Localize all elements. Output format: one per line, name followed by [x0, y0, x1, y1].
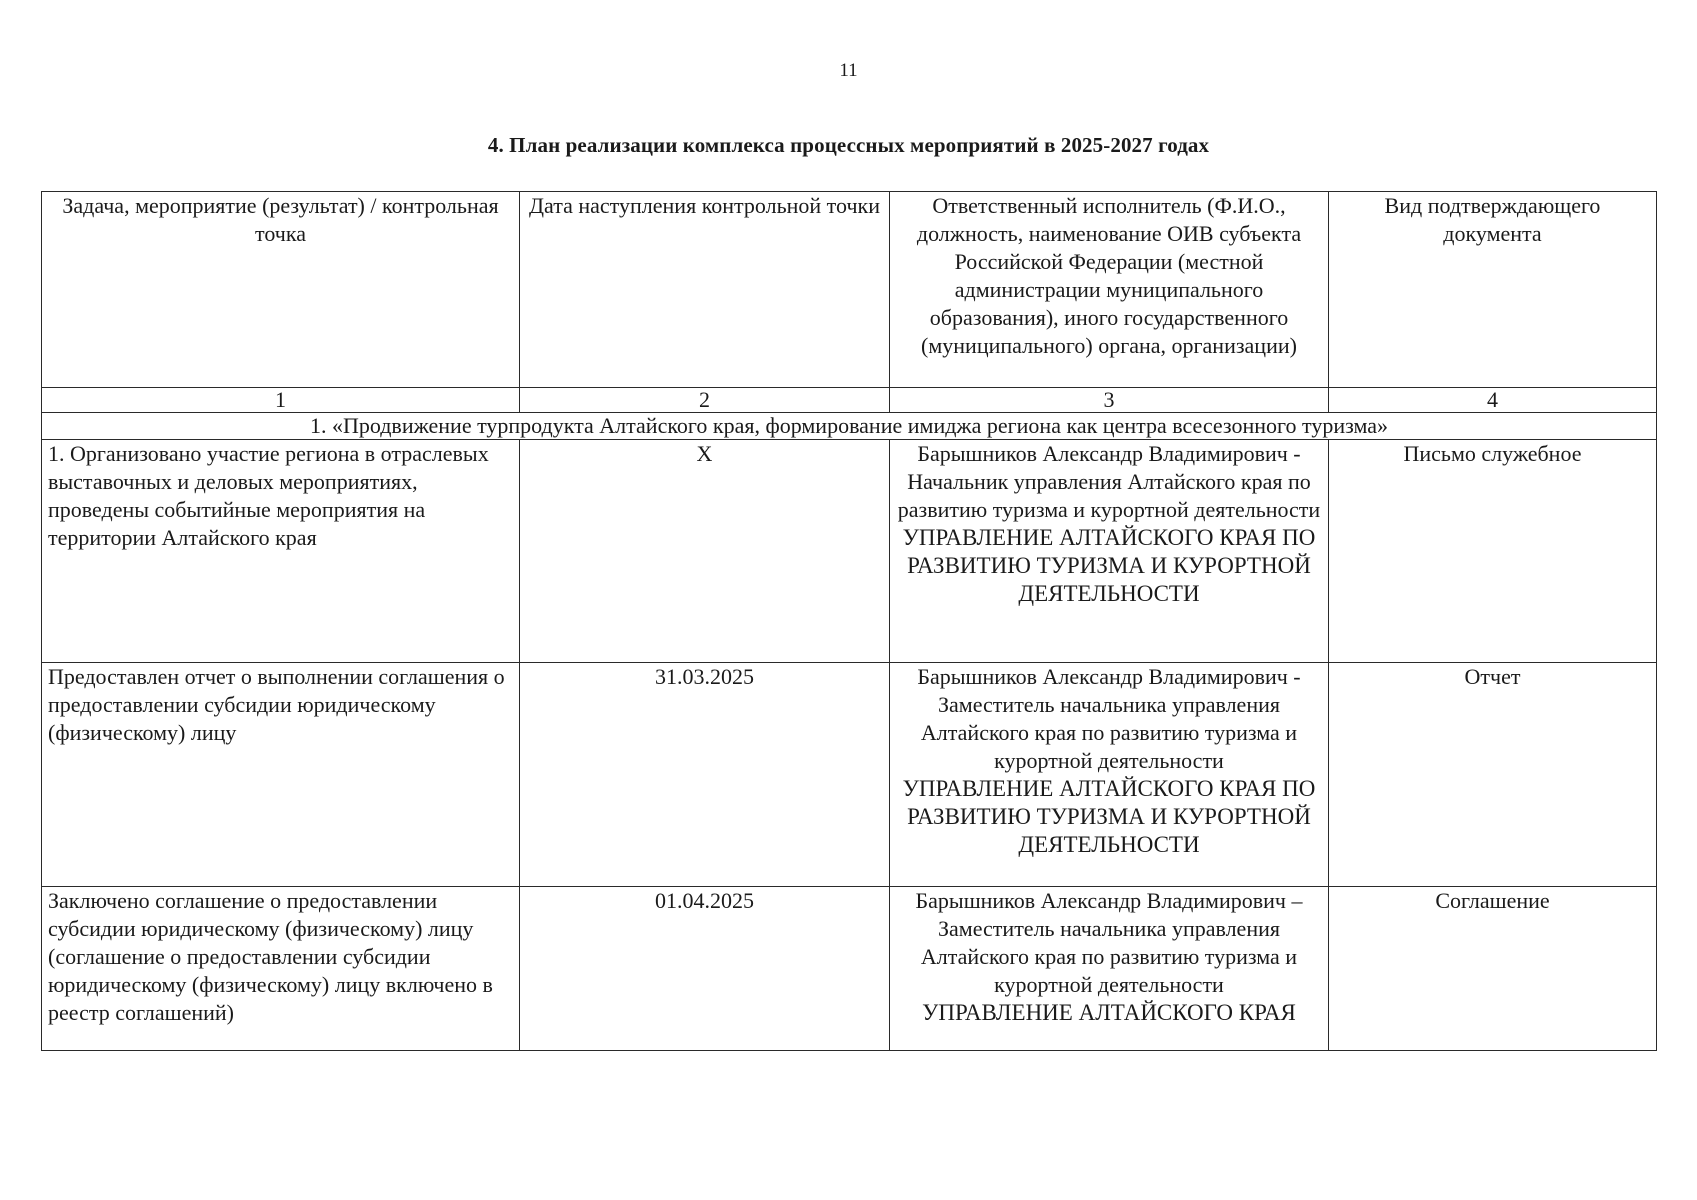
header-document: Вид подтверждающего документа	[1329, 192, 1657, 388]
table-row	[42, 887, 1657, 1051]
document-cell: Соглашение	[1329, 887, 1657, 1051]
date-cell: X	[520, 440, 890, 663]
column-number: 4	[1329, 388, 1657, 413]
header-task: Задача, мероприятие (результат) / контрольная точка	[42, 192, 520, 388]
responsible-organization: УПРАВЛЕНИЕ АЛТАЙСКОГО КРАЯ	[922, 1000, 1296, 1025]
section-row	[42, 413, 1657, 440]
document-cell: Письмо служебное	[1329, 440, 1657, 663]
table-header-row	[42, 192, 1657, 388]
responsible-cell	[890, 663, 1329, 887]
section-title: 1. «Продвижение турпродукта Алтайского края, формирование имиджа региона как центра всесезонного туризма»	[42, 413, 1657, 440]
responsible-cell	[890, 887, 1329, 1051]
responsible-person: Барышников Александр Владимирович – Заместитель начальника управления Алтайского края по развитию туризма и курортной деятельности	[915, 888, 1303, 997]
column-number: 1	[42, 388, 520, 413]
responsible-organization: УПРАВЛЕНИЕ АЛТАЙСКОГО КРАЯ ПО РАЗВИТИЮ ТУРИЗМА И КУРОРТНОЙ ДЕЯТЕЛЬНОСТИ	[902, 525, 1316, 606]
responsible-cell	[890, 440, 1329, 663]
column-numbers-row	[42, 388, 1657, 413]
table-row	[42, 440, 1657, 663]
plan-table	[41, 191, 1657, 1051]
header-responsible: Ответственный исполнитель (Ф.И.О., должность, наименование ОИВ субъекта Российской Федерации (местной администрации муниципального образования), иного государственного (муниципального) органа, организации)	[890, 192, 1329, 388]
header-date: Дата наступления контрольной точки	[520, 192, 890, 388]
date-cell: 31.03.2025	[520, 663, 890, 887]
table-row	[42, 663, 1657, 887]
responsible-person: Барышников Александр Владимирович - Начальник управления Алтайского края по развитию туризма и курортной деятельности	[897, 441, 1321, 522]
responsible-person: Барышников Александр Владимирович - Заместитель начальника управления Алтайского края по развитию туризма и курортной деятельности	[917, 664, 1301, 773]
document-title: 4. План реализации комплекса процессных мероприятий в 2025-2027 годах	[487, 133, 1210, 157]
page-number: 11	[839, 60, 858, 81]
responsible-organization: УПРАВЛЕНИЕ АЛТАЙСКОГО КРАЯ ПО РАЗВИТИЮ ТУРИЗМА И КУРОРТНОЙ ДЕЯТЕЛЬНОСТИ	[902, 776, 1316, 857]
task-cell: Предоставлен отчет о выполнении соглашения о предоставлении субсидии юридическому (физическому) лицу	[42, 663, 520, 887]
column-number: 2	[520, 388, 890, 413]
document-cell: Отчет	[1329, 663, 1657, 887]
column-number: 3	[890, 388, 1329, 413]
task-cell: Заключено соглашение о предоставлении субсидии юридическому (физическому) лицу (соглашение о предоставлении субсидии юридическому (физическому) лицу включено в реестр соглашений)	[42, 887, 520, 1051]
task-cell: 1. Организовано участие региона в отраслевых выставочных и деловых мероприятиях, проведены событийные мероприятия на территории Алтайского края	[42, 440, 520, 663]
date-cell: 01.04.2025	[520, 887, 890, 1051]
